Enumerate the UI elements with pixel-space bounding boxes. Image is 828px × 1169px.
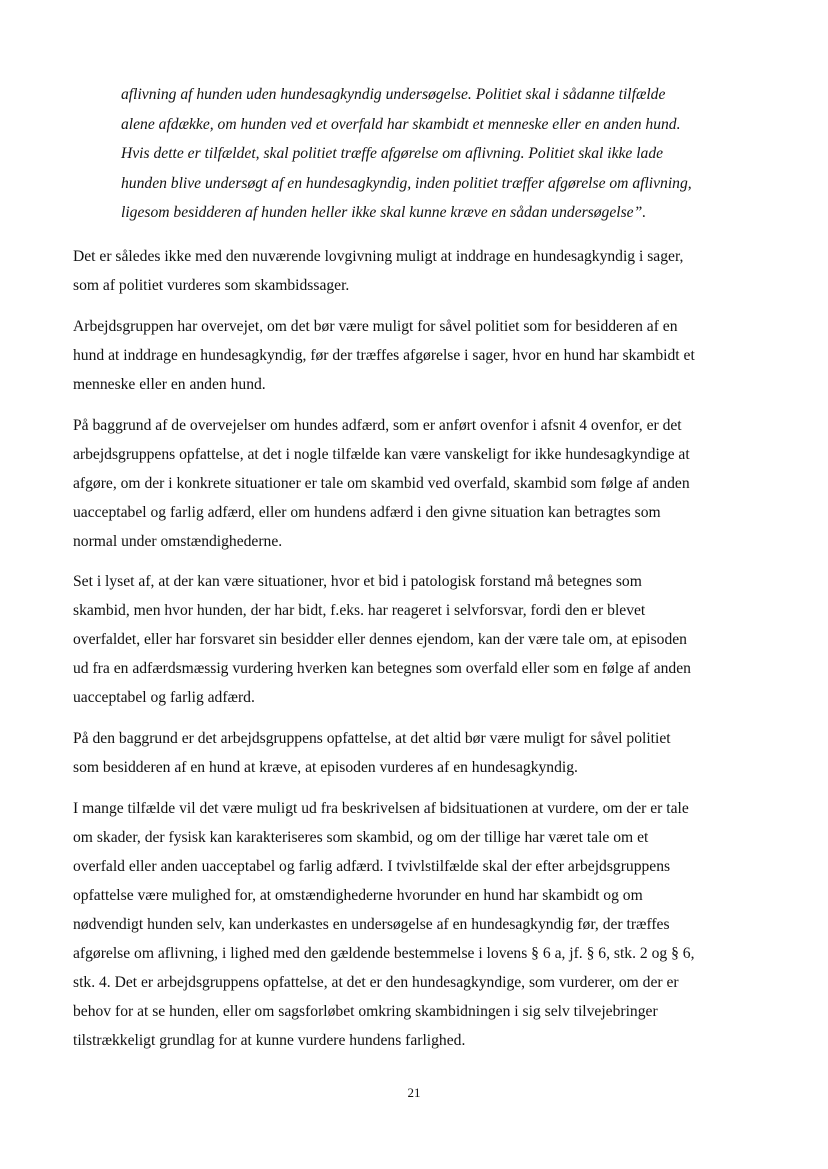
paragraph-line: På den baggrund er det arbejdsgruppens opfattelse, at det altid bør være muligt for såvel politiet	[73, 730, 671, 747]
quote-line: Hvis dette er tilfældet, skal politiet træffe afgørelse om aflivning. Politiet skal ikke lade	[121, 145, 664, 162]
paragraph-line: afgørelse om aflivning, i lighed med den gældende bestemmelse i lovens § 6 a, jf. § 6, stk. 2 og § 6,	[73, 945, 695, 962]
paragraph-line: stk. 4. Det er arbejdsgruppens opfattelse, at det er den hundesagkyndige, som vurderer, om der er	[73, 974, 679, 991]
paragraph-line: arbejdsgruppens opfattelse, at det i nogle tilfælde kan være vanskeligt for ikke hundesagkyndige at	[73, 446, 690, 463]
paragraph-line: uacceptabel og farlig adfærd.	[73, 689, 255, 706]
paragraph-line: om skader, der fysisk kan karakteriseres som skambid, og om der tillige har været tale om et	[73, 829, 649, 846]
paragraph-line: tilstrækkeligt grundlag for at kunne vurdere hundens farlighed.	[73, 1032, 466, 1049]
paragraph-line: behov for at se hunden, eller om sagsforløbet omkring skambidningen i sig selv tilvejebringer	[73, 1003, 658, 1020]
paragraph-line: menneske eller en anden hund.	[73, 376, 266, 393]
paragraph-line: nødvendigt hunden selv, kan underkastes en undersøgelse af en hundesagkyndig før, der træffes	[73, 916, 670, 933]
paragraph-working-group-considered	[73, 312, 763, 399]
paragraph-line: hund at inddrage en hundesagkyndig, før der træffes afgørelse i sager, hvor en hund har skambidt et	[73, 347, 695, 364]
paragraph-line: afgøre, om der i konkrete situationer er tale om skambid ved overfald, skambid som følge af anden	[73, 475, 690, 492]
paragraph-line: som besidderen af en hund at kræve, at episoden vurderes af en hundesagkyndig.	[73, 759, 578, 776]
quote-line: ligesom besidderen af hunden heller ikke skal kunne kræve en sådan undersøgelse”.	[121, 204, 647, 221]
paragraph-line: skambid, men hvor hunden, der har bidt, f.eks. har reageret i selvforsvar, fordi den er blevet	[73, 602, 646, 619]
paragraph-line: normal under omstændighederne.	[73, 533, 283, 550]
paragraph-doubtful-cases	[73, 794, 763, 1055]
paragraph-line: som af politiet vurderes som skambidssager.	[73, 277, 350, 294]
paragraph-current-legislation	[73, 242, 763, 300]
page-number: 21	[407, 1085, 421, 1100]
quote-line: alene afdække, om hunden ved et overfald har skambidt et menneske eller en anden hund.	[121, 115, 681, 133]
quote-line: aflivning af hunden uden hundesagkyndig undersøgelse. Politiet skal i sådanne tilfælde	[121, 86, 666, 103]
paragraph-line: overfald eller anden uacceptabel og farlig adfærd. I tvivlstilfælde skal der efter arbejdsgruppens	[73, 858, 671, 875]
paragraph-line: I mange tilfælde vil det være muligt ud fra beskrivelsen af bidsituationen at vurdere, om der er tale	[73, 800, 689, 817]
quoted-passage	[121, 80, 741, 228]
paragraph-line: uacceptabel og farlig adfærd, eller om hundens adfærd i den givne situation kan betragtes som	[73, 504, 661, 521]
paragraph-line: opfattelse være mulighed for, at omstændighederne hvorunder en hund har skambidt og om	[73, 887, 643, 904]
paragraph-line: På baggrund af de overvejelser om hundes adfærd, som er anført ovenfor i afsnit 4 ovenfor, er det	[73, 417, 682, 434]
paragraph-line: Arbejdsgruppen har overvejet, om det bør være muligt for såvel politiet som for besidderen af en	[73, 318, 678, 335]
paragraph-line: overfaldet, eller har forsvaret sin besidder eller dennes ejendom, kan der være tale om, at episoden	[73, 631, 687, 648]
paragraph-line: Det er således ikke med den nuværende lovgivning muligt at inddrage en hundesagkyndig i sager,	[73, 248, 684, 265]
paragraph-self-defence	[73, 567, 763, 712]
paragraph-line: ud fra en adfærdsmæssig vurdering hverken kan betegnes som overfald eller som en følge af anden	[73, 660, 691, 677]
paragraph-line: Set i lyset af, at der kan være situationer, hvor et bid i patologisk forstand må betegnes som	[73, 573, 642, 590]
quote-line: hunden blive undersøgt af en hundesagkyndig, inden politiet træffer afgørelse om aflivning,	[121, 174, 692, 192]
paragraph-dog-behaviour	[73, 411, 763, 556]
paragraph-right-to-assessment	[73, 724, 763, 782]
